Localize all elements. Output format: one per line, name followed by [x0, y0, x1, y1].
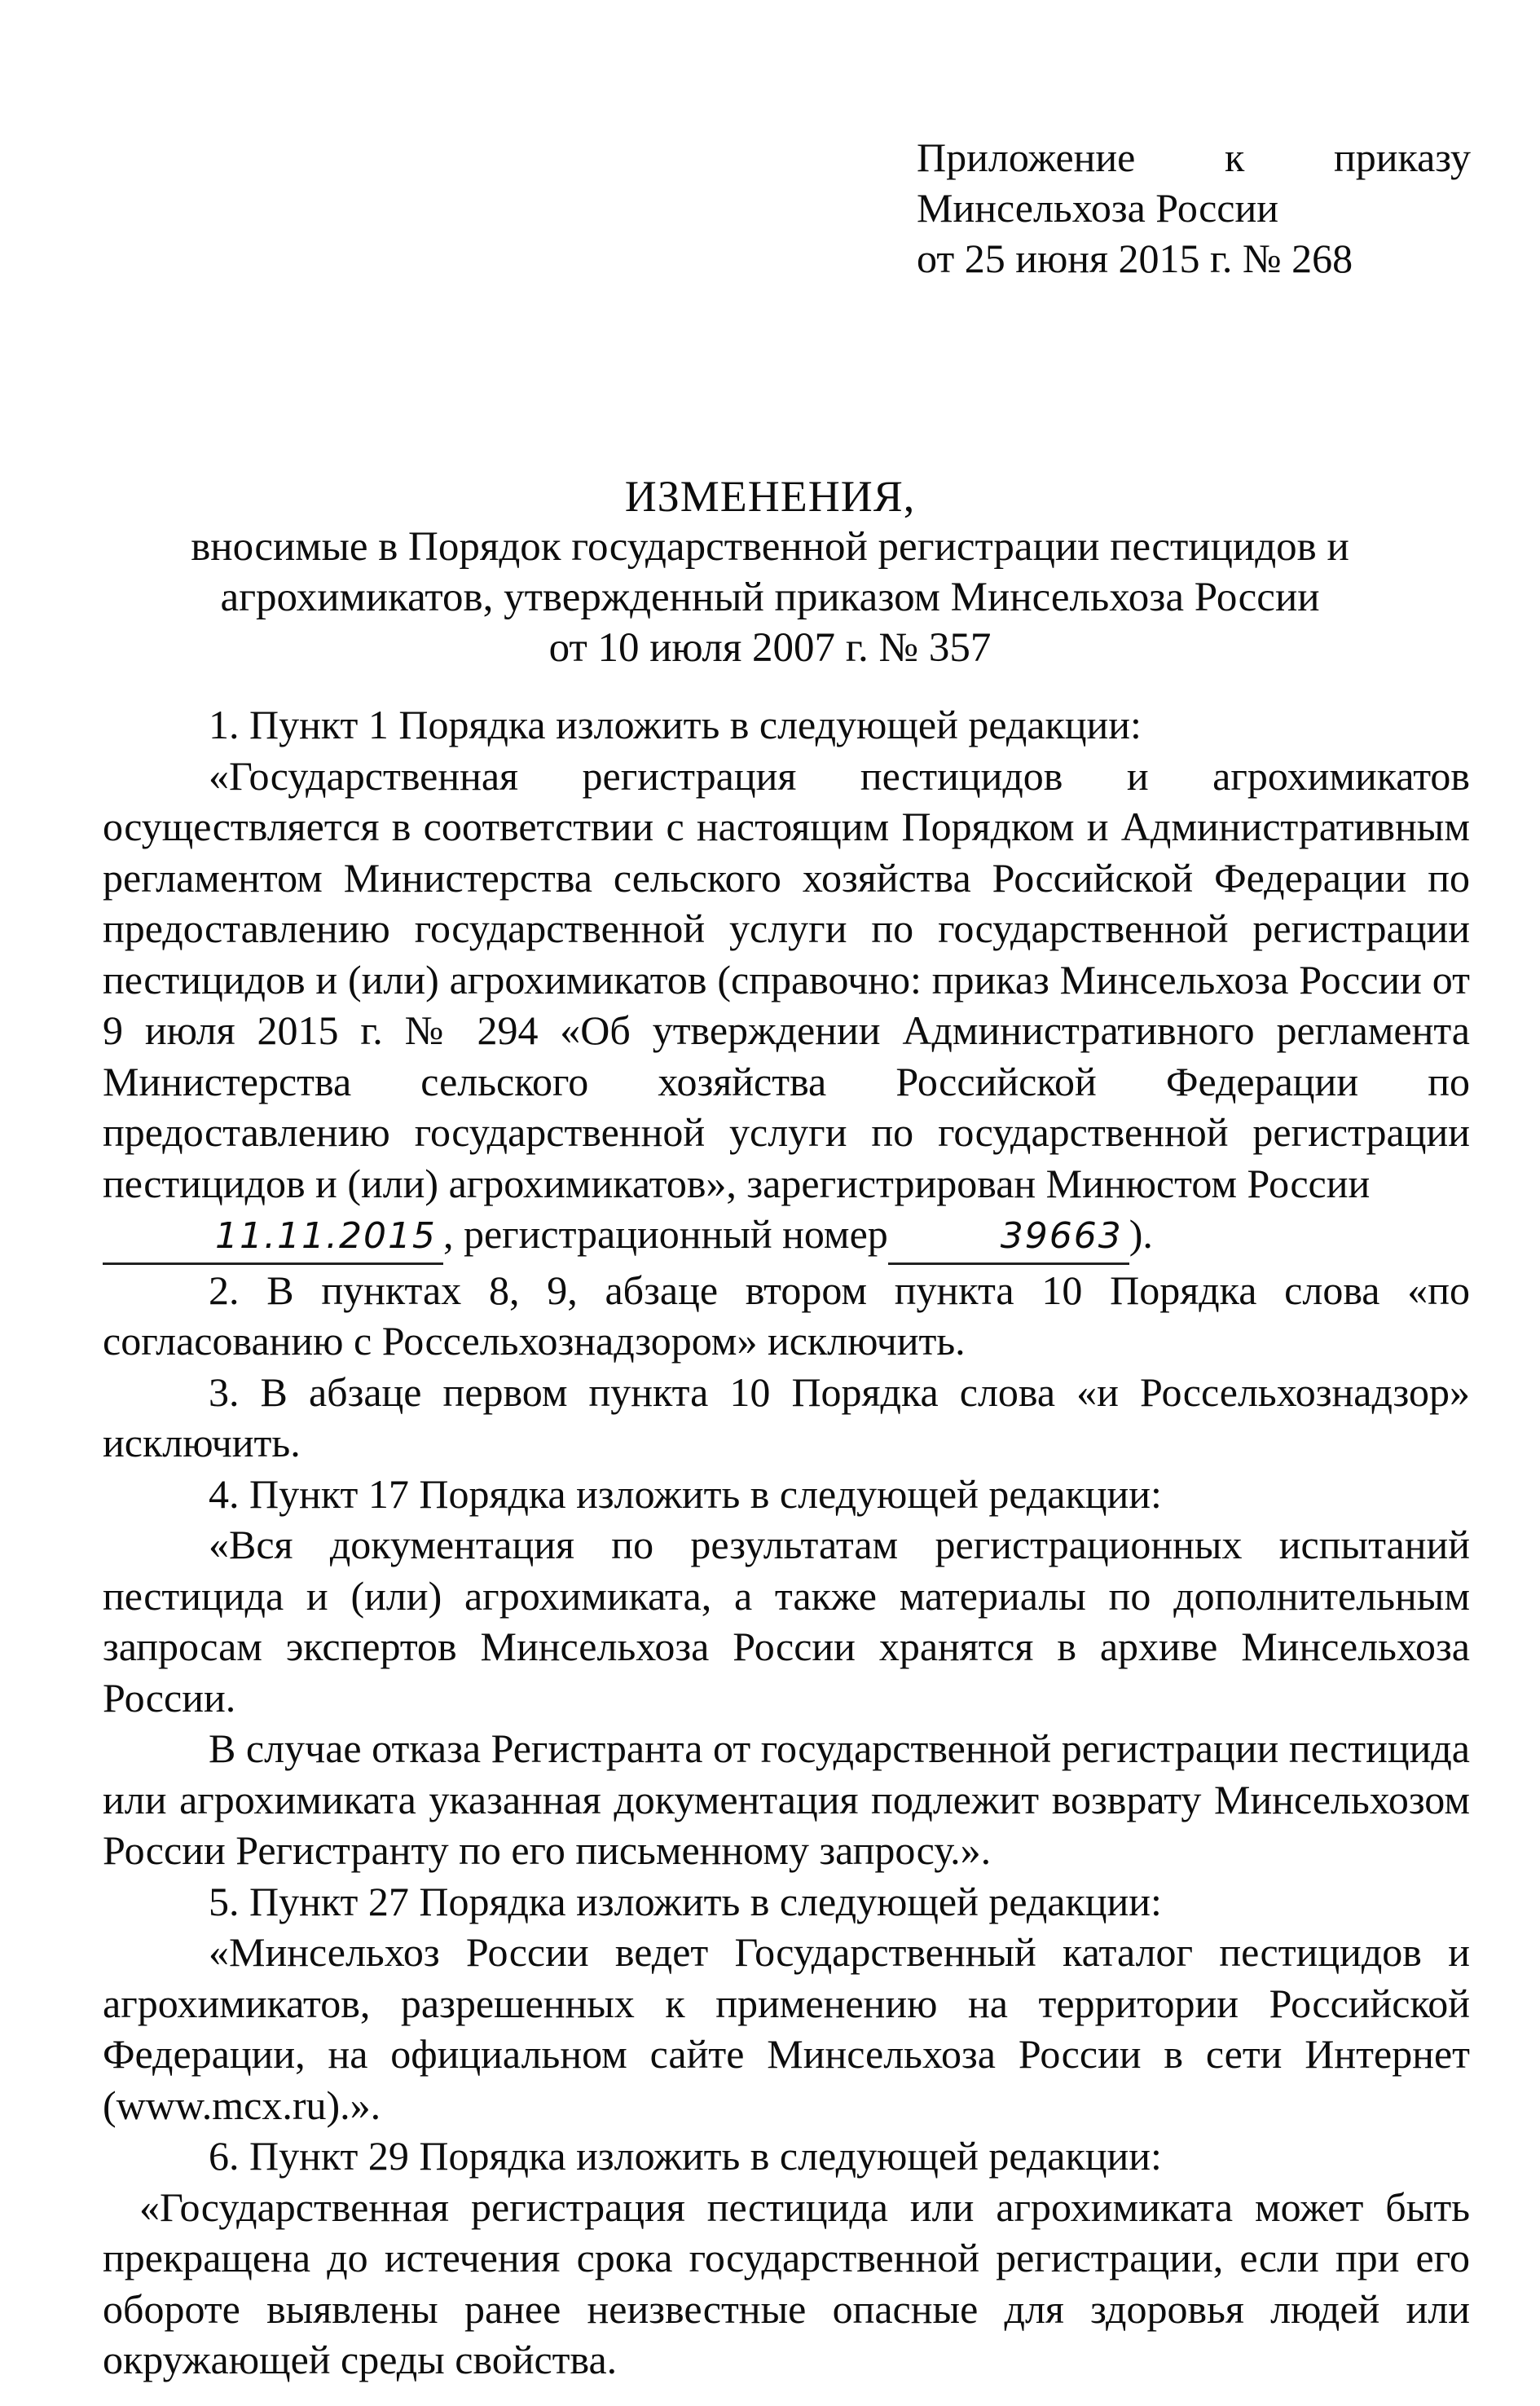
appendix-line-2: Минсельхоза России: [917, 185, 1278, 231]
item-1-quote: [103, 751, 1470, 1265]
item-5-intro: 5. Пункт 27 Порядка изложить в следующей редакции:: [209, 1878, 1162, 1924]
item-1-quote-close: ).: [1129, 1211, 1153, 1257]
document-body: [103, 699, 1470, 2386]
appendix-word: приказу: [1334, 134, 1471, 180]
item-4-quote-1: «Вся документация по результатам регистрационных испытаний пестицида и (или) агрохимиката, а также материалы по дополнительным запросам экспертов Минсельхоза России хранятся в архиве Минсельхоза России.: [103, 1522, 1470, 1721]
appendix-line-3: от 25 июня 2015 г. № 268: [917, 236, 1353, 281]
item-1-intro: 1. Пункт 1 Порядка изложить в следующей редакции:: [209, 702, 1142, 747]
item-1-quote-text: «Государственная регистрация пестицидов и агрохимикатов осуществляется в соответствии с настоящим Порядком и Административным регламентом Министерства сельского хозяйства Российской Федерации по предоставлению государственной услуги по государственной регистрации пестицидов и (или) агрохимикатов (справочно: приказ Минсельхоза России от 9 июля 2015 г. № 294 «Об утверждении Административного регламента Министерства сельского хозяйства Российской Федерации по предоставлению государственной услуги по государственной регистрации пестицидов и (или) агрохимикатов», зарегистрирован Минюстом России: [103, 752, 1470, 1206]
appendix-reference: [917, 132, 1471, 284]
title-line: от 10 июля 2007 г. № 357: [548, 625, 992, 671]
item-6-intro: 6. Пункт 29 Порядка изложить в следующей редакции:: [209, 2133, 1162, 2179]
appendix-line-1: [917, 132, 1471, 183]
handwritten-registration-date: 11.11.2015: [103, 1211, 443, 1265]
appendix-word: Приложение: [917, 134, 1136, 180]
registration-number-label: , регистрационный номер: [442, 1211, 888, 1257]
title-main: ИЗМЕНЕНИЯ,: [624, 472, 916, 521]
item-4-intro: 4. Пункт 17 Порядка изложить в следующей редакции:: [209, 1470, 1162, 1517]
item-4-quote-2: В случае отказа Регистранта от государственной регистрации пестицида или агрохимиката указанная документация подлежит возврату Минсельхозом России Регистранту по его письменному запросу.».: [103, 1725, 1470, 1873]
item-6-quote: «Государственная регистрация пестицида или агрохимиката может быть прекращена до истечения срока государственной регистрации, если при его обороте выявлены ранее неизвестные опасные для здоровья людей или окружающей среды свойства.: [103, 2183, 1470, 2382]
item-2: 2. В пунктах 8, 9, абзаце втором пункта 10 Порядка слова «по согласованию с Россельхознадзором» исключить.: [103, 1267, 1470, 1364]
handwritten-registration-number: 39663: [888, 1211, 1129, 1265]
item-5-quote: «Минсельхоз России ведет Государственный каталог пестицидов и агрохимикатов, разрешенных к применению на территории Российской Федерации, на официальном сайте Минсельхоза России в сети Интернет (www.mcx.ru).».: [103, 1929, 1470, 2128]
title-line: вносимые в Порядок государственной регистрации пестицидов и: [191, 524, 1349, 570]
document-title: [106, 471, 1434, 673]
item-3: 3. В абзаце первом пункта 10 Порядка слова «и Россельхознадзор» исключить.: [103, 1368, 1470, 1465]
title-line: агрохимикатов, утвержденный приказом Минсельхоза России: [220, 575, 1320, 620]
appendix-word: к: [1225, 134, 1245, 180]
